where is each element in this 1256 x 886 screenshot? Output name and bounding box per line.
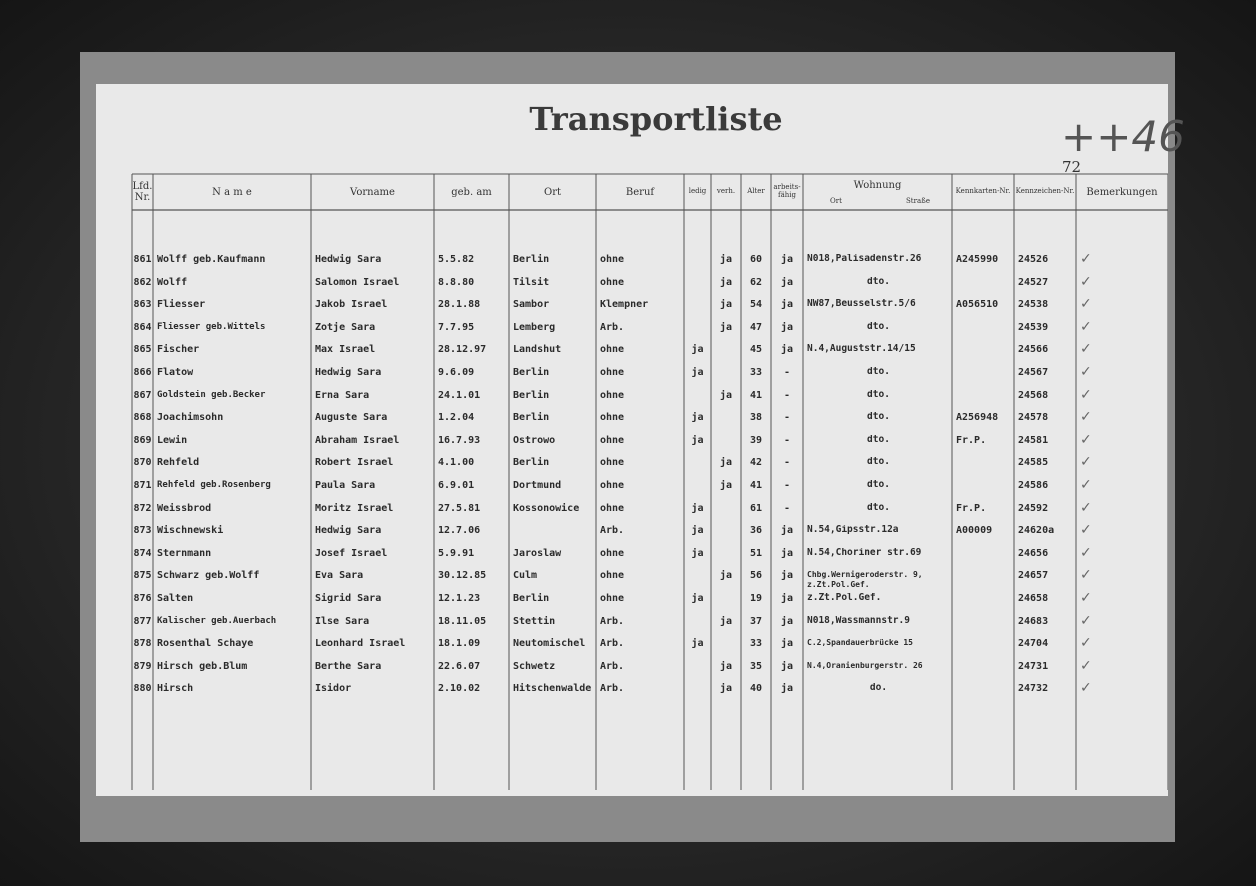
cell-verh: ja — [719, 683, 733, 695]
cell-beruf: ohne — [600, 502, 625, 514]
cell-lfd-nr: 862 — [133, 276, 152, 288]
cell-beruf: Arb. — [600, 660, 625, 672]
cell-ort: Jaroslaw — [513, 547, 562, 559]
cell-arbeitsfaehig: ja — [780, 683, 794, 695]
check-mark-icon: ✓ — [1080, 318, 1092, 335]
cell-beruf: ohne — [600, 434, 625, 446]
cell-ort: Berlin — [513, 412, 550, 424]
cell-geb-am: 27.5.81 — [438, 502, 481, 514]
cell-arbeitsfaehig: - — [783, 434, 791, 446]
cell-arbeitsfaehig: - — [783, 502, 791, 514]
page-number: 72 — [1062, 158, 1082, 176]
cell-vorname: Hedwig Sara — [315, 254, 382, 265]
cell-kennzeichen-nr: 24658 — [1018, 593, 1049, 604]
cell-lfd-nr: 867 — [133, 389, 152, 401]
cell-arbeitsfaehig: ja — [780, 321, 794, 333]
cell-ort: Berlin — [513, 254, 550, 265]
cell-name: Lewin — [157, 434, 188, 446]
cell-lfd-nr: 863 — [133, 299, 152, 311]
header-alter: Alter — [747, 187, 765, 196]
cell-ledig: ja — [691, 434, 704, 446]
check-mark-icon: ✓ — [1080, 386, 1092, 403]
cell-name: Rehfeld — [157, 457, 200, 469]
cell-kennzeichen-nr: 24538 — [1018, 299, 1049, 311]
cell-geb-am: 24.1.01 — [438, 389, 481, 401]
cell-vorname: Salomon Israel — [315, 276, 400, 288]
header-ort: Ort — [544, 186, 561, 198]
cell-ledig: ja — [691, 547, 704, 559]
cell-vorname: Paula Sara — [315, 480, 376, 491]
cell-arbeitsfaehig: - — [783, 389, 791, 401]
cell-geb-am: 1.2.04 — [438, 412, 475, 424]
check-mark-icon: ✓ — [1080, 657, 1092, 674]
cell-alter: 42 — [749, 457, 763, 469]
cell-name: Fliesser — [157, 299, 206, 311]
cell-lfd-nr: 864 — [133, 321, 152, 333]
check-mark-icon: ✓ — [1080, 273, 1092, 290]
cell-lfd-nr: 875 — [133, 570, 152, 582]
cell-wohnung: dto. — [867, 367, 890, 377]
cell-ort: Berlin — [513, 457, 550, 469]
check-mark-icon: ✓ — [1080, 431, 1092, 448]
cell-beruf: ohne — [600, 412, 625, 424]
cell-lfd-nr: 868 — [133, 412, 152, 424]
cell-wohnung: dto. — [867, 434, 890, 445]
cell-lfd-nr: 866 — [133, 367, 152, 378]
cell-arbeitsfaehig: ja — [780, 344, 794, 356]
cell-verh: ja — [719, 254, 733, 265]
cell-name: Goldstein geb.Becker — [157, 389, 266, 400]
cell-lfd-nr: 879 — [133, 660, 152, 672]
cell-lfd-nr: 876 — [133, 593, 152, 604]
cell-name: Weissbrod — [157, 502, 212, 514]
check-mark-icon: ✓ — [1080, 612, 1092, 629]
cell-vorname: Jakob Israel — [315, 299, 388, 311]
cell-ort: Kossonowice — [513, 502, 580, 514]
cell-verh: ja — [719, 480, 733, 491]
header-wohnung-ort: Ort — [830, 197, 842, 206]
cell-verh: ja — [719, 276, 733, 288]
cell-wohnung: C.2,Spandauerbrücke 15 — [807, 638, 913, 648]
cell-wohnung: do. — [869, 683, 888, 694]
cell-geb-am: 4.1.00 — [438, 457, 475, 469]
cell-lfd-nr: 865 — [133, 344, 152, 356]
cell-beruf: Arb. — [600, 683, 625, 695]
cell-alter: 33 — [749, 638, 763, 650]
cell-kennkarten-nr: A056510 — [956, 299, 999, 311]
cell-ledig: ja — [691, 344, 704, 356]
cell-alter: 19 — [749, 593, 763, 604]
cell-lfd-nr: 877 — [133, 615, 152, 627]
cell-ledig: ja — [691, 525, 704, 537]
cell-geb-am: 22.6.07 — [438, 660, 481, 672]
cell-arbeitsfaehig: ja — [780, 276, 794, 288]
cell-alter: 51 — [749, 547, 763, 559]
cell-vorname: Josef Israel — [315, 547, 388, 559]
cell-ort: Berlin — [513, 389, 550, 401]
check-mark-icon: ✓ — [1080, 635, 1092, 652]
cell-vorname: Moritz Israel — [315, 502, 394, 514]
check-mark-icon: ✓ — [1080, 499, 1092, 516]
cell-beruf: ohne — [600, 547, 625, 559]
cell-lfd-nr: 873 — [133, 525, 152, 537]
cell-arbeitsfaehig: ja — [780, 570, 794, 582]
header-arbeitsfaehig: arbeits-fähig — [773, 183, 801, 199]
cell-wohnung: z.Zt.Pol.Gef. — [807, 593, 882, 603]
cell-ledig: ja — [691, 412, 704, 424]
cell-arbeitsfaehig: ja — [780, 547, 794, 559]
cell-beruf: Arb. — [600, 638, 625, 650]
cell-alter: 33 — [749, 367, 763, 378]
cell-arbeitsfaehig: - — [783, 457, 791, 469]
check-mark-icon: ✓ — [1080, 567, 1092, 584]
cell-beruf: ohne — [600, 480, 625, 491]
cell-name: Kalischer geb.Auerbach — [157, 615, 277, 626]
cell-kennzeichen-nr: 24566 — [1018, 344, 1049, 356]
cell-arbeitsfaehig: ja — [780, 638, 794, 650]
cell-ort: Berlin — [513, 593, 550, 604]
cell-name: Wolff — [157, 276, 188, 288]
cell-beruf: ohne — [600, 457, 625, 469]
cell-alter: 45 — [749, 344, 763, 356]
cell-name: Fischer — [157, 344, 200, 356]
cell-beruf: Arb. — [600, 615, 625, 627]
check-mark-icon: ✓ — [1080, 364, 1092, 380]
cell-beruf: ohne — [600, 344, 625, 356]
cell-arbeitsfaehig: - — [783, 412, 791, 424]
cell-wohnung: dto. — [867, 502, 890, 513]
cell-geb-am: 12.1.23 — [438, 593, 481, 604]
header-vorname: Vorname — [350, 186, 395, 198]
cell-ledig: ja — [691, 593, 704, 604]
cell-alter: 62 — [749, 276, 763, 288]
cell-kennzeichen-nr: 24731 — [1018, 660, 1049, 672]
cell-lfd-nr: 880 — [133, 683, 152, 695]
cell-kennzeichen-nr: 24539 — [1018, 321, 1049, 333]
transport-list-sheet — [96, 84, 1185, 796]
cell-kennzeichen-nr: 24526 — [1018, 254, 1049, 265]
cell-ledig: ja — [691, 367, 704, 378]
cell-arbeitsfaehig: ja — [780, 615, 794, 627]
cell-kennzeichen-nr: 24683 — [1018, 615, 1049, 627]
cell-geb-am: 28.1.88 — [438, 299, 481, 311]
cell-lfd-nr: 861 — [133, 254, 152, 265]
cell-wohnung: N.54,Choriner str.69 — [807, 547, 922, 558]
cell-verh: ja — [719, 389, 733, 401]
cell-name: Rehfeld geb.Rosenberg — [157, 480, 271, 490]
check-mark-icon: ✓ — [1080, 341, 1092, 358]
cell-name: Hirsch geb.Blum — [157, 660, 248, 672]
cell-alter: 41 — [749, 480, 763, 491]
cell-vorname: Erna Sara — [315, 389, 370, 401]
cell-wohnung: N.54,Gipsstr.12a — [807, 525, 899, 536]
cell-name: Schwarz geb.Wolff — [157, 570, 260, 582]
cell-alter: 40 — [749, 683, 763, 695]
check-mark-icon: ✓ — [1080, 544, 1092, 561]
cell-beruf: ohne — [600, 593, 625, 604]
cell-verh: ja — [719, 615, 733, 627]
handwritten-mark: ++46 — [1061, 112, 1185, 161]
cell-wohnung: N018,Palisadenstr.26 — [807, 254, 922, 264]
cell-vorname: Auguste Sara — [315, 412, 388, 424]
header-kennzeichen-nr: Kennzeichen-Nr. — [1015, 187, 1075, 196]
cell-beruf: ohne — [600, 276, 625, 288]
cell-vorname: Max Israel — [315, 344, 376, 356]
cell-beruf: Klempner — [600, 299, 649, 311]
cell-ort: Stettin — [513, 615, 556, 627]
header-name: N a m e — [212, 186, 252, 198]
cell-beruf: ohne — [600, 254, 625, 265]
cell-ort: Culm — [513, 570, 538, 582]
check-mark-icon: ✓ — [1080, 522, 1092, 539]
cell-name: Flatow — [157, 367, 194, 378]
cell-lfd-nr: 872 — [133, 502, 152, 514]
cell-kennzeichen-nr: 24586 — [1018, 480, 1049, 491]
cell-kennzeichen-nr: 24620a — [1018, 525, 1055, 537]
header-wohnung-strasse: Straße — [906, 197, 930, 206]
header-bemerkungen: Bemerkungen — [1086, 186, 1158, 198]
cell-geb-am: 5.5.82 — [438, 254, 475, 265]
cell-ledig: ja — [691, 502, 704, 514]
cell-alter: 41 — [749, 389, 763, 401]
cell-lfd-nr: 870 — [133, 457, 152, 469]
cell-vorname: Leonhard Israel — [315, 638, 406, 650]
cell-beruf: ohne — [600, 570, 625, 582]
cell-verh: ja — [719, 299, 733, 311]
cell-kennkarten-nr: A00009 — [956, 525, 993, 537]
cell-kennzeichen-nr: 24581 — [1018, 434, 1049, 446]
cell-alter: 56 — [749, 570, 763, 582]
cell-ort: Schwetz — [513, 660, 556, 672]
cell-lfd-nr: 874 — [133, 547, 152, 559]
cell-kennzeichen-nr: 24585 — [1018, 457, 1049, 469]
cell-geb-am: 16.7.93 — [438, 434, 481, 446]
cell-beruf: Arb. — [600, 321, 625, 333]
cell-geb-am: 5.9.91 — [438, 547, 475, 559]
cell-arbeitsfaehig: - — [783, 480, 791, 491]
cell-vorname: Sigrid Sara — [315, 593, 382, 604]
cell-alter: 39 — [749, 434, 763, 446]
cell-vorname: Ilse Sara — [315, 615, 370, 627]
check-mark-icon: ✓ — [1080, 477, 1092, 493]
cell-lfd-nr: 871 — [133, 480, 152, 491]
cell-arbeitsfaehig: ja — [780, 254, 794, 265]
cell-wohnung: dto. — [867, 276, 890, 287]
cell-geb-am: 9.6.09 — [438, 367, 475, 378]
cell-beruf: ohne — [600, 367, 625, 378]
cell-kennkarten-nr: Fr.P. — [956, 502, 987, 514]
cell-name: Rosenthal Schaye — [157, 638, 254, 650]
cell-lfd-nr: 878 — [133, 638, 152, 650]
cell-name: Salten — [157, 593, 194, 604]
cell-lfd-nr: 869 — [133, 434, 152, 446]
check-mark-icon: ✓ — [1080, 409, 1092, 426]
cell-arbeitsfaehig: ja — [780, 660, 794, 672]
header-ledig: ledig — [688, 187, 707, 196]
cell-name: Wolff geb.Kaufmann — [157, 254, 266, 265]
cell-kennkarten-nr: A256948 — [956, 412, 999, 424]
cell-kennzeichen-nr: 24657 — [1018, 570, 1049, 582]
cell-kennkarten-nr: A245990 — [956, 254, 999, 265]
cell-arbeitsfaehig: ja — [780, 593, 794, 604]
cell-ort: Tilsit — [513, 276, 550, 288]
header-wohnung: Wohnung — [853, 180, 902, 191]
cell-vorname: Eva Sara — [315, 570, 364, 582]
cell-name: Joachimsohn — [157, 412, 224, 424]
cell-kennzeichen-nr: 24568 — [1018, 389, 1049, 401]
cell-alter: 38 — [749, 412, 763, 424]
cell-vorname: Hedwig Sara — [315, 525, 382, 537]
cell-wohnung: dto. — [867, 321, 890, 332]
cell-kennzeichen-nr: 24567 — [1018, 367, 1049, 378]
cell-kennzeichen-nr: 24578 — [1018, 412, 1049, 424]
check-mark-icon: ✓ — [1080, 454, 1092, 471]
header-verh: verh. — [716, 187, 736, 196]
cell-wohnung: dto. — [867, 480, 890, 490]
cell-alter: 36 — [749, 525, 763, 537]
cell-kennzeichen-nr: 24592 — [1018, 502, 1049, 514]
cell-geb-am: 12.7.06 — [438, 525, 481, 537]
cell-kennzeichen-nr: 24732 — [1018, 683, 1049, 695]
cell-beruf: Arb. — [600, 525, 625, 537]
cell-ort: Sambor — [513, 299, 550, 311]
cell-arbeitsfaehig: - — [783, 367, 791, 378]
cell-wohnung: N.4,Oranienburgerstr. 26 — [807, 660, 923, 670]
check-mark-icon: ✓ — [1080, 680, 1092, 697]
header-lfd-nr: Lfd. Nr. — [132, 181, 153, 203]
header-kennkarten-nr: Kennkarten-Nr. — [955, 187, 1011, 196]
cell-geb-am: 2.10.02 — [438, 683, 481, 695]
cell-ort: Hitschenwalde — [513, 683, 592, 695]
cell-kennzeichen-nr: 24704 — [1018, 638, 1049, 650]
cell-wohnung: dto. — [867, 389, 890, 400]
cell-geb-am: 30.12.85 — [438, 570, 487, 582]
cell-geb-am: 28.12.97 — [438, 344, 487, 356]
cell-geb-am: 18.1.09 — [438, 638, 481, 650]
cell-verh: ja — [719, 457, 733, 469]
cell-ort: Landshut — [513, 344, 562, 356]
cell-alter: 60 — [749, 254, 763, 265]
cell-arbeitsfaehig: ja — [780, 299, 794, 311]
cell-verh: ja — [719, 321, 733, 333]
cell-name: Sternmann — [157, 547, 212, 559]
cell-ort: Berlin — [513, 367, 550, 378]
cell-kennkarten-nr: Fr.P. — [956, 434, 987, 446]
cell-vorname: Abraham Israel — [315, 434, 400, 446]
cell-vorname: Robert Israel — [315, 457, 394, 469]
cell-alter: 37 — [749, 615, 763, 627]
cell-alter: 61 — [749, 502, 763, 514]
cell-verh: ja — [719, 660, 733, 672]
cell-name: Fliesser geb.Wittels — [157, 321, 266, 332]
cell-kennzeichen-nr: 24527 — [1018, 276, 1049, 288]
check-mark-icon: ✓ — [1080, 590, 1092, 606]
document-title: Transportliste — [529, 100, 783, 138]
cell-geb-am: 6.9.01 — [438, 480, 475, 491]
cell-vorname: Zotje Sara — [315, 321, 376, 333]
check-mark-icon: ✓ — [1080, 296, 1092, 313]
cell-wohnung: N018,Wassmannstr.9 — [807, 615, 910, 626]
cell-name: Wischnewski — [157, 525, 224, 537]
cell-ort: Ostrowo — [513, 434, 556, 446]
cell-name: Hirsch — [157, 683, 194, 695]
cell-kennzeichen-nr: 24656 — [1018, 547, 1049, 559]
check-mark-icon: ✓ — [1080, 251, 1092, 267]
cell-wohnung: N.4,Auguststr.14/15 — [807, 344, 916, 355]
cell-vorname: Berthe Sara — [315, 660, 382, 672]
cell-beruf: ohne — [600, 389, 625, 401]
cell-wohnung: dto. — [867, 457, 890, 468]
cell-geb-am: 8.8.80 — [438, 276, 475, 288]
cell-ort: Dortmund — [513, 480, 562, 491]
cell-wohnung: Chbg.Wernigeroderstr. 9, z.Zt.Pol.Gef. — [807, 570, 923, 590]
header-geb-am: geb. am — [451, 186, 492, 198]
cell-verh: ja — [719, 570, 733, 582]
cell-alter: 54 — [749, 299, 763, 311]
cell-ort: Lemberg — [513, 321, 556, 333]
cell-alter: 47 — [749, 321, 763, 333]
cell-arbeitsfaehig: ja — [780, 525, 794, 537]
cell-ort: Neutomischel — [513, 638, 586, 650]
cell-wohnung: NW87,Beusselstr.5/6 — [807, 299, 916, 310]
header-beruf: Beruf — [625, 186, 655, 198]
cell-vorname: Hedwig Sara — [315, 367, 382, 378]
cell-alter: 35 — [749, 660, 763, 672]
cell-wohnung: dto. — [867, 412, 890, 423]
cell-vorname: Isidor — [315, 683, 352, 695]
cell-geb-am: 7.7.95 — [438, 321, 475, 333]
cell-geb-am: 18.11.05 — [438, 615, 487, 627]
cell-ledig: ja — [691, 638, 704, 650]
